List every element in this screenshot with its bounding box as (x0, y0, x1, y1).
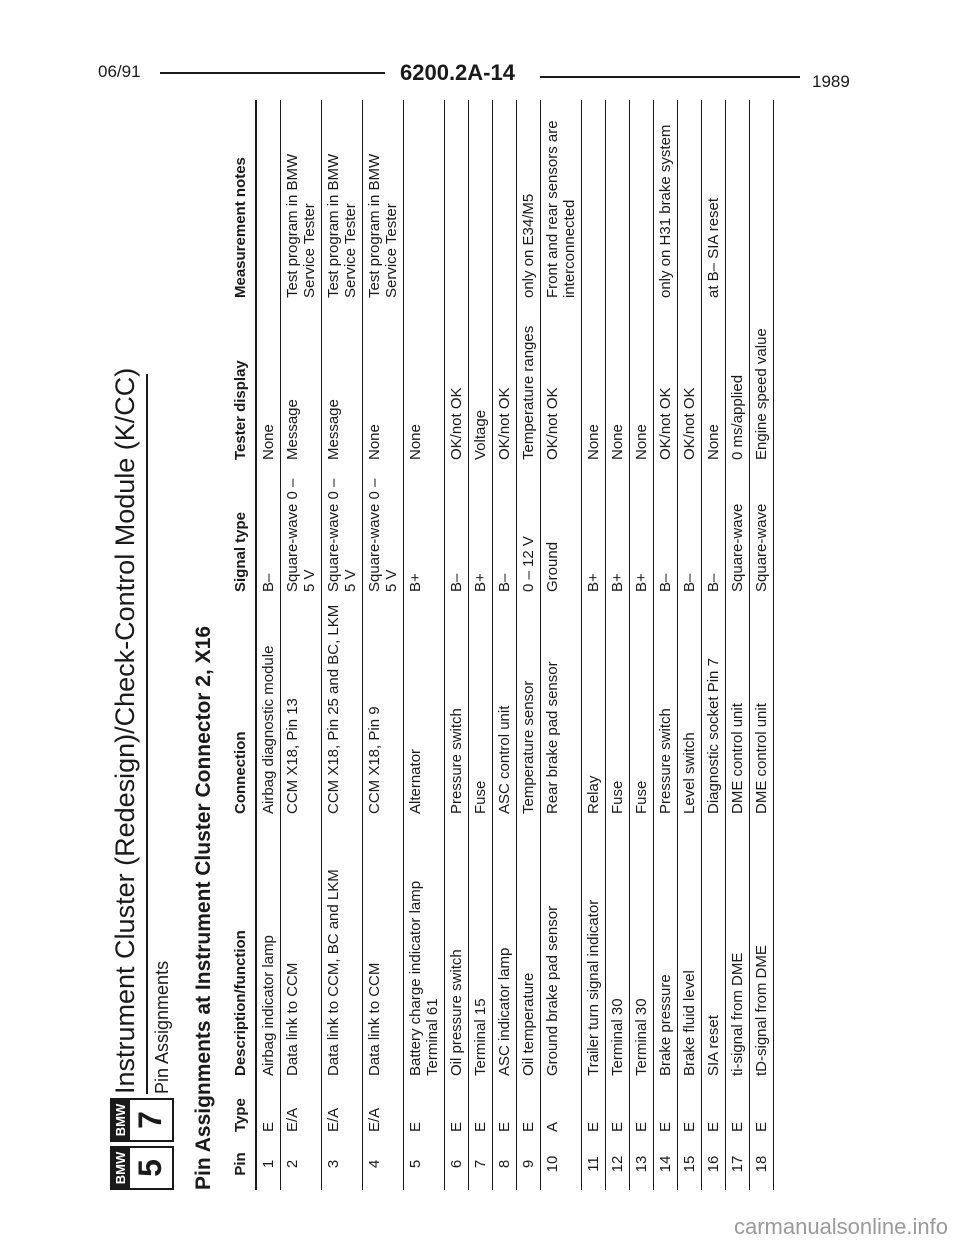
column-header-pin: Pin (228, 1138, 256, 1190)
section-title: Pin Assignments at Instrument Cluster Connector 2, X16 (192, 625, 215, 1190)
table-row (750, 100, 774, 1190)
cell-description: ASC indicator lamp (493, 820, 517, 1082)
rotated-page-content (110, 100, 850, 1190)
cell-signal-type: B+ (630, 466, 654, 598)
cell-signal-type: Square-wave 0 – 5 V (322, 466, 363, 598)
cell-type: E (493, 1082, 517, 1138)
cell-pin: 12 (606, 1138, 630, 1190)
logo-series-7 (110, 1098, 174, 1142)
logo-brand-text: BMW (112, 1148, 130, 1188)
cell-description: Oil temperature (517, 820, 541, 1082)
cell-signal-type: B– (445, 466, 469, 598)
cell-type: E (654, 1082, 678, 1138)
cell-measurement-notes (582, 100, 606, 304)
cell-measurement-notes: Test program in BMW Service Tester (363, 100, 404, 304)
cell-description: tD-signal from DME (750, 820, 774, 1082)
cell-tester-display: None (256, 304, 281, 466)
cell-type: E (256, 1082, 281, 1138)
cell-pin: 11 (582, 1138, 606, 1190)
cell-tester-display: OK/not OK (493, 304, 517, 466)
cell-measurement-notes: Test program in BMW Service Tester (281, 100, 322, 304)
header-year: 1989 (812, 72, 850, 91)
cell-type: E (750, 1082, 774, 1138)
logo-series-5 (110, 1146, 174, 1190)
cell-signal-type: Square-wave (726, 466, 750, 598)
table-row (517, 100, 541, 1190)
cell-type: E/A (322, 1082, 363, 1138)
cell-measurement-notes (493, 100, 517, 304)
cell-description: Data link to CCM, BC and LKM (322, 820, 363, 1082)
cell-signal-type: Square-wave (750, 466, 774, 598)
cell-pin: 3 (322, 1138, 363, 1190)
cell-connection: Pressure switch (445, 598, 469, 820)
cell-type: E (517, 1082, 541, 1138)
logo-series-number: 5 (132, 1159, 168, 1177)
cell-tester-display: 0 ms/applied (726, 304, 750, 466)
cell-connection: Pressure switch (654, 598, 678, 820)
column-header-connection: Connection (228, 598, 256, 820)
table-row (469, 100, 493, 1190)
cell-signal-type: Square-wave 0 – 5 V (281, 466, 322, 598)
watermark: carmanualsonline.info (733, 1214, 948, 1239)
cell-pin: 18 (750, 1138, 774, 1190)
cell-pin: 9 (517, 1138, 541, 1190)
cell-connection: CCM X18, Pin 13 (281, 598, 322, 820)
table-header-row (228, 100, 256, 1190)
cell-type: E (678, 1082, 702, 1138)
cell-pin: 2 (281, 1138, 322, 1190)
table-row (654, 100, 678, 1190)
cell-pin: 7 (469, 1138, 493, 1190)
cell-measurement-notes: at B– SIA reset (702, 100, 726, 304)
table-row (363, 100, 404, 1190)
cell-description: Airbag indicator lamp (256, 820, 281, 1082)
cell-connection: DME control unit (726, 598, 750, 820)
cell-signal-type: B+ (582, 466, 606, 598)
cell-connection: CCM X18, Pin 9 (363, 598, 404, 820)
cell-measurement-notes (750, 100, 774, 304)
table-row (322, 100, 363, 1190)
cell-tester-display: None (702, 304, 726, 466)
cell-description: Brake pressure (654, 820, 678, 1082)
cell-tester-display: None (363, 304, 404, 466)
cell-type: E (445, 1082, 469, 1138)
table-row (678, 100, 702, 1190)
cell-connection: Diagnostic socket Pin 7 (702, 598, 726, 820)
cell-description: Data link to CCM (281, 820, 322, 1082)
cell-connection: DME control unit (750, 598, 774, 820)
cell-measurement-notes (445, 100, 469, 304)
cell-type: E/A (363, 1082, 404, 1138)
table-row (541, 100, 582, 1190)
cell-tester-display: OK/not OK (445, 304, 469, 466)
cell-connection: Relay (582, 598, 606, 820)
cell-connection: ASC control unit (493, 598, 517, 820)
cell-pin: 14 (654, 1138, 678, 1190)
cell-measurement-notes: only on H31 brake system (654, 100, 678, 304)
table-row (281, 100, 322, 1190)
page-subtitle: Pin Assignments (152, 960, 172, 1094)
column-header-measurement-notes: Measurement notes (228, 100, 256, 304)
cell-signal-type: 0 – 12 V (517, 466, 541, 598)
cell-pin: 17 (726, 1138, 750, 1190)
cell-pin: 15 (678, 1138, 702, 1190)
column-header-description: Description/function (228, 820, 256, 1082)
cell-type: E (582, 1082, 606, 1138)
cell-description: Data link to CCM (363, 820, 404, 1082)
cell-type: E (702, 1082, 726, 1138)
cell-connection: Fuse (469, 598, 493, 820)
cell-pin: 1 (256, 1138, 281, 1190)
cell-description: Ground brake pad sensor (541, 820, 582, 1082)
logo-series-number: 7 (132, 1111, 168, 1129)
cell-type: E/A (281, 1082, 322, 1138)
table-row (445, 100, 469, 1190)
cell-description: Oil pressure switch (445, 820, 469, 1082)
cell-type: E (469, 1082, 493, 1138)
header-doc-number: 6200.2A-14 (400, 60, 515, 85)
cell-connection: Level switch (678, 598, 702, 820)
cell-pin: 5 (404, 1138, 445, 1190)
cell-description: Brake fluid level (678, 820, 702, 1082)
cell-measurement-notes (726, 100, 750, 304)
cell-pin: 10 (541, 1138, 582, 1190)
table-row (493, 100, 517, 1190)
table-row (256, 100, 281, 1190)
cell-connection: Fuse (630, 598, 654, 820)
cell-tester-display: Temperature ranges (517, 304, 541, 466)
cell-signal-type: Ground (541, 466, 582, 598)
cell-description: Battery charge indicator lamp Terminal 61 (404, 820, 445, 1082)
cell-measurement-notes: only on E34/M5 (517, 100, 541, 304)
cell-type: E (606, 1082, 630, 1138)
bmw-logo (110, 1094, 174, 1190)
cell-tester-display: None (606, 304, 630, 466)
cell-description: Terminal 30 (606, 820, 630, 1082)
pin-assignment-table (228, 100, 774, 1190)
cell-pin: 16 (702, 1138, 726, 1190)
logo-brand-text: BMW (112, 1100, 130, 1140)
cell-measurement-notes (678, 100, 702, 304)
cell-type: E (630, 1082, 654, 1138)
cell-tester-display: OK/not OK (541, 304, 582, 466)
cell-pin: 8 (493, 1138, 517, 1190)
column-header-tester-display: Tester display (228, 304, 256, 466)
cell-pin: 6 (445, 1138, 469, 1190)
header-rule-left (160, 72, 385, 74)
cell-tester-display: Engine speed value (750, 304, 774, 466)
cell-connection: Fuse (606, 598, 630, 820)
cell-measurement-notes (469, 100, 493, 304)
cell-signal-type: B– (493, 466, 517, 598)
header-rule-right (540, 76, 800, 78)
cell-tester-display: OK/not OK (654, 304, 678, 466)
table-row (606, 100, 630, 1190)
cell-measurement-notes: Test program in BMW Service Tester (322, 100, 363, 304)
cell-signal-type: B– (678, 466, 702, 598)
cell-measurement-notes: Front and rear sensors are interconnected (541, 100, 582, 304)
cell-signal-type: Square-wave 0 – 5 V (363, 466, 404, 598)
cell-signal-type: B+ (606, 466, 630, 598)
cell-connection: Temperature sensor (517, 598, 541, 820)
cell-connection: Airbag diagnostic module (256, 598, 281, 820)
cell-signal-type: B– (256, 466, 281, 598)
table-row (630, 100, 654, 1190)
title-divider (146, 374, 148, 1094)
cell-type: E (726, 1082, 750, 1138)
cell-tester-display: OK/not OK (678, 304, 702, 466)
page-title: Instrument Cluster (Redesign)/Check-Control Module (K/CC) (110, 367, 140, 1094)
cell-measurement-notes (404, 100, 445, 304)
table-row (702, 100, 726, 1190)
cell-pin: 4 (363, 1138, 404, 1190)
cell-connection: Rear brake pad sensor (541, 598, 582, 820)
cell-description: ti-signal from DME (726, 820, 750, 1082)
cell-signal-type: B+ (469, 466, 493, 598)
header-date: 06/91 (98, 62, 141, 81)
cell-measurement-notes (606, 100, 630, 304)
table-row (726, 100, 750, 1190)
cell-description: Terminal 15 (469, 820, 493, 1082)
cell-measurement-notes (256, 100, 281, 304)
cell-description: Trailer turn signal indicator (582, 820, 606, 1082)
column-header-type: Type (228, 1082, 256, 1138)
table-row (404, 100, 445, 1190)
table-body (256, 100, 774, 1190)
cell-type: E (404, 1082, 445, 1138)
cell-tester-display: Voltage (469, 304, 493, 466)
cell-tester-display: None (582, 304, 606, 466)
column-header-signal-type: Signal type (228, 466, 256, 598)
cell-description: SIA reset (702, 820, 726, 1082)
cell-signal-type: B+ (404, 466, 445, 598)
cell-tester-display: None (404, 304, 445, 466)
cell-signal-type: B– (654, 466, 678, 598)
cell-type: A (541, 1082, 582, 1138)
cell-connection: CCM X18, Pin 25 and BC, LKM (322, 598, 363, 820)
cell-pin: 13 (630, 1138, 654, 1190)
cell-signal-type: B– (702, 466, 726, 598)
cell-description: Terminal 30 (630, 820, 654, 1082)
table-row (582, 100, 606, 1190)
cell-measurement-notes (630, 100, 654, 304)
cell-tester-display: None (630, 304, 654, 466)
cell-connection: Alternator (404, 598, 445, 820)
cell-tester-display: Message (322, 304, 363, 466)
cell-tester-display: Message (281, 304, 322, 466)
